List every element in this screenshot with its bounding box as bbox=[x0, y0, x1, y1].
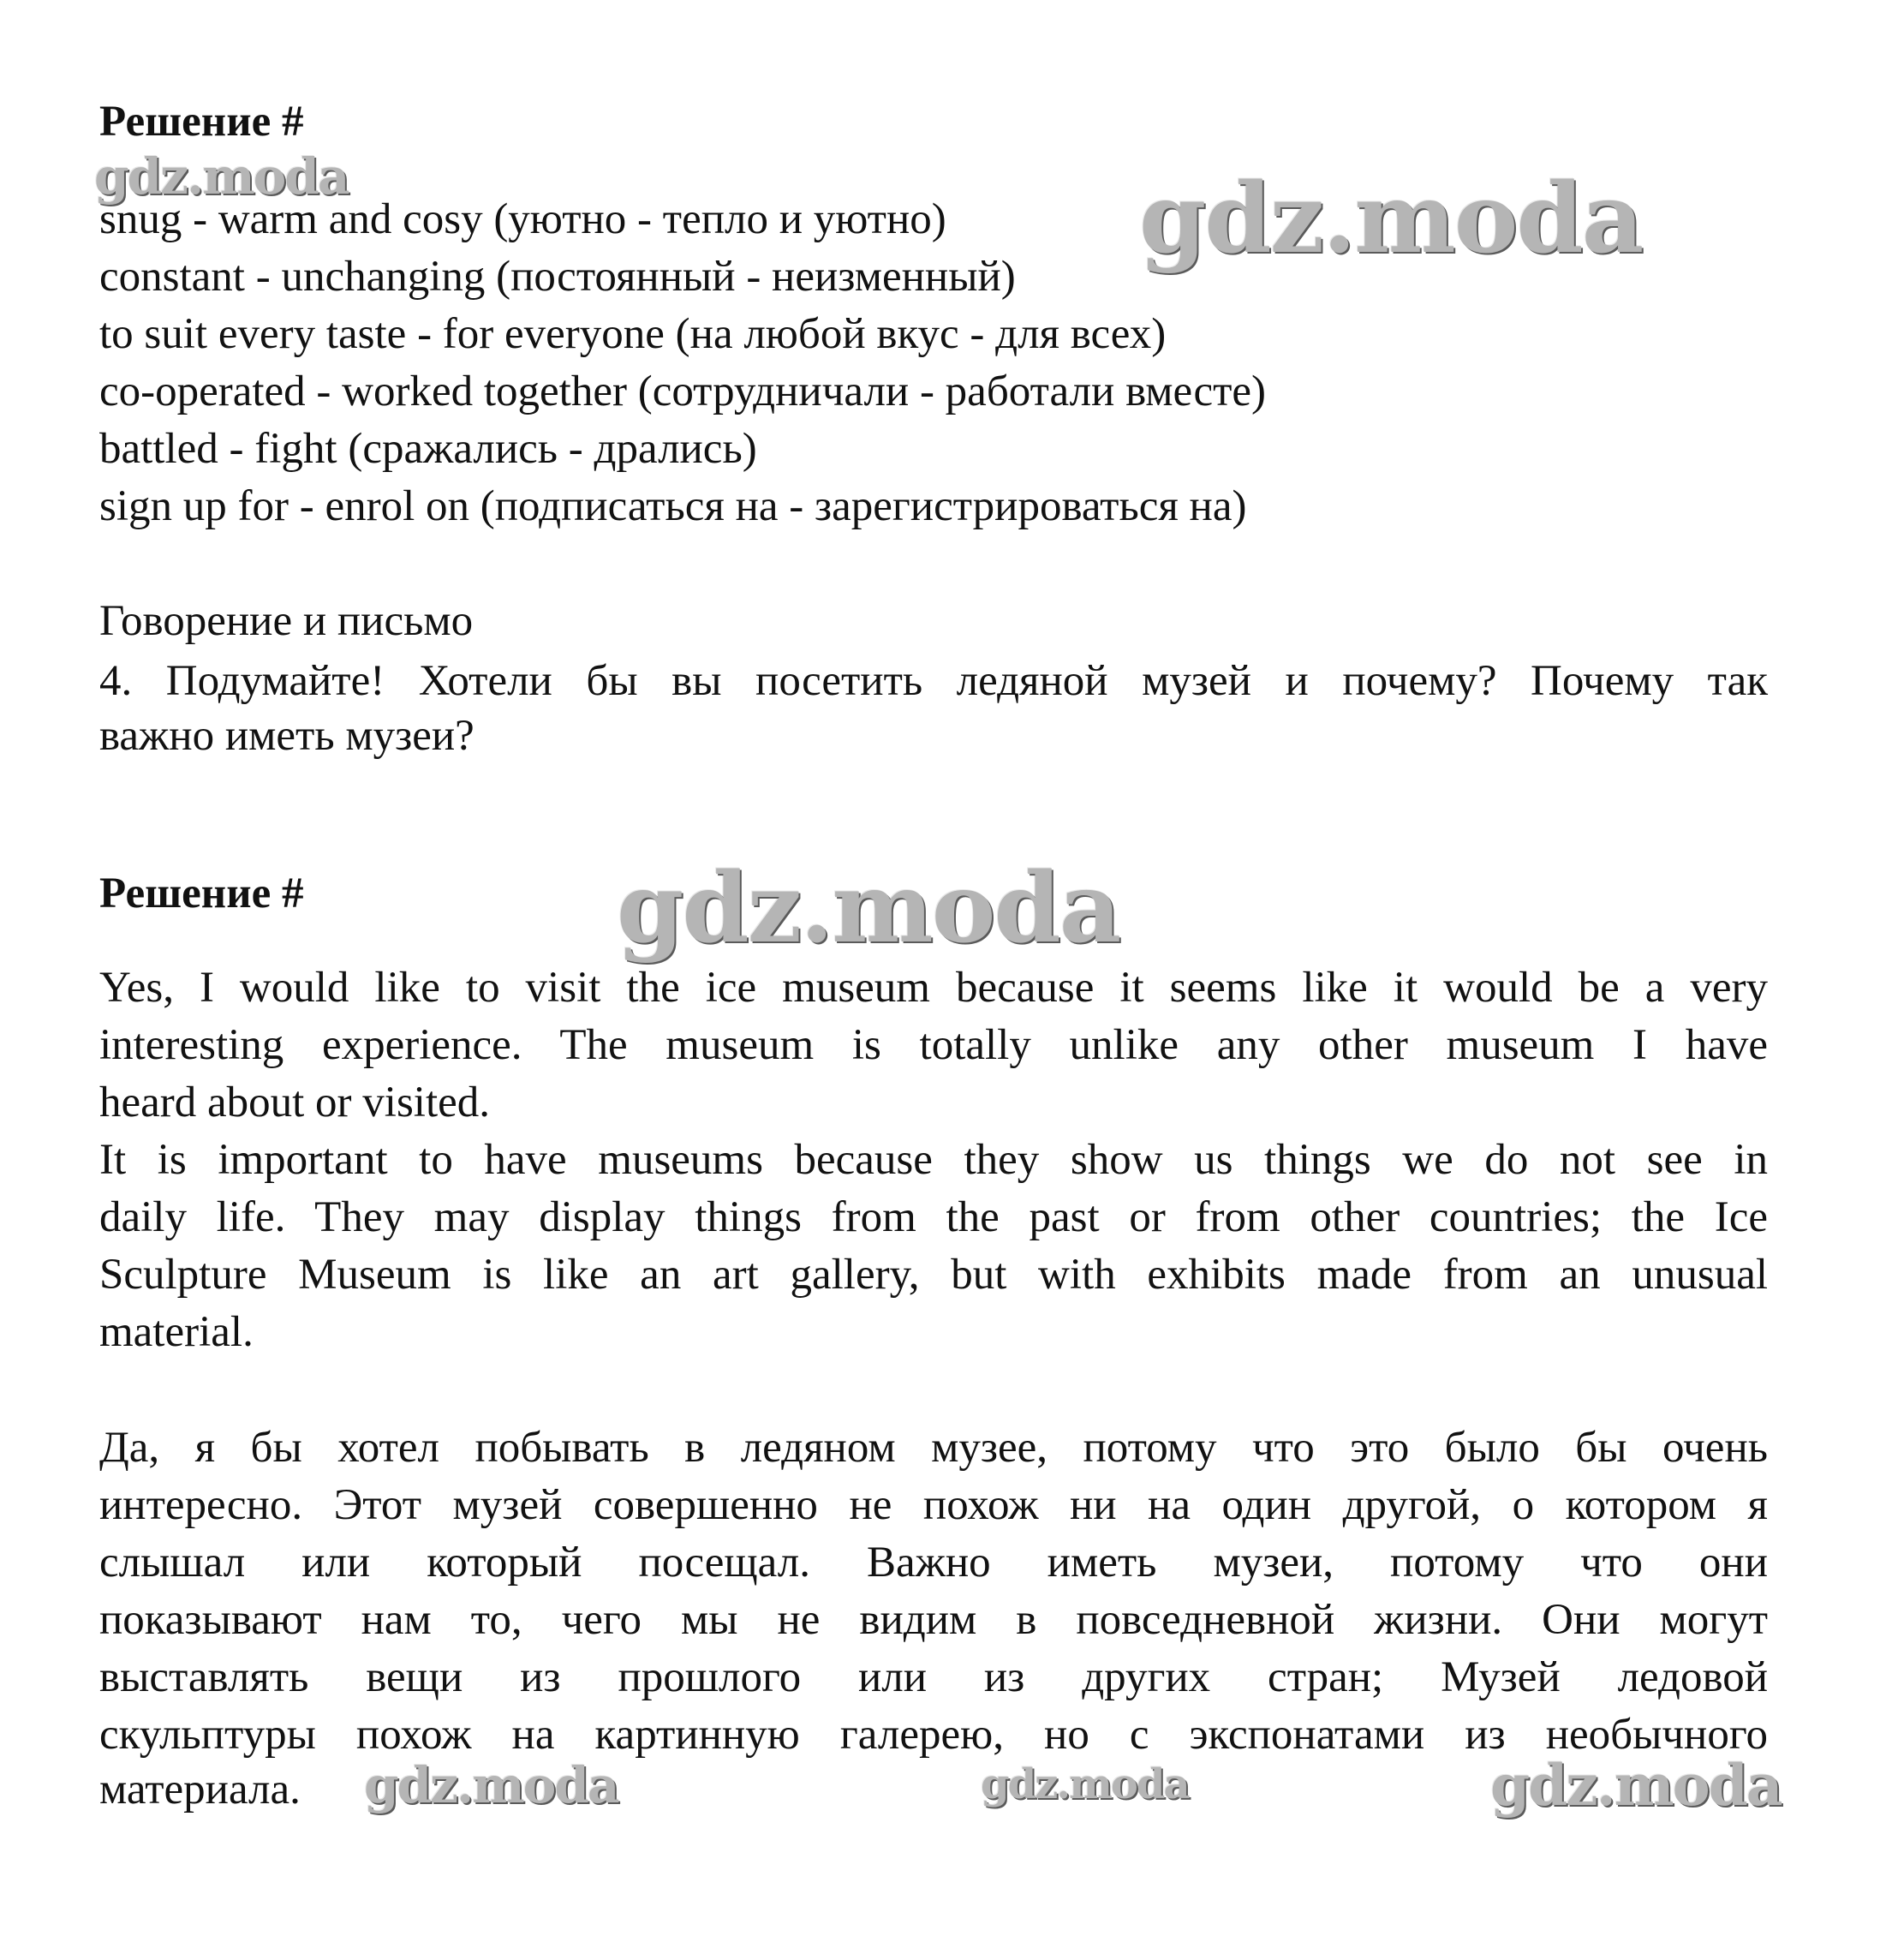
answer-ru-line: выставлять вещи из прошлого или из других стран; Музей ледовой bbox=[99, 1653, 1768, 1701]
solution-heading: Решение # bbox=[99, 98, 304, 146]
answer-en-line: heard about or visited. bbox=[99, 1079, 491, 1126]
vocab-line: battled - fight (сражались - дрались) bbox=[99, 425, 757, 473]
answer-ru-line: материала. bbox=[99, 1766, 301, 1814]
answer-en-line: It is important to have museums because they show us things we do not see in bbox=[99, 1136, 1768, 1184]
answer-en-line: interesting experience. The museum is totally unlike any other museum I have bbox=[99, 1021, 1768, 1069]
vocab-line: snug - warm and cosy (уютно - тепло и уютно) bbox=[99, 195, 946, 243]
answer-en-line: Sculpture Museum is like an art gallery, but with exhibits made from an unusual bbox=[99, 1251, 1768, 1299]
answer-ru-line: слышал или который посещал. Важно иметь музеи, потому что они bbox=[99, 1539, 1768, 1587]
vocab-line: constant - unchanging (постоянный - неизменный) bbox=[99, 253, 1016, 301]
answer-ru-line: Да, я бы хотел побывать в ледяном музее, потому что это было бы очень bbox=[99, 1424, 1768, 1472]
watermark: gdz.moda bbox=[1490, 1752, 1782, 1819]
answer-ru-line: интересно. Этот музей совершенно не похож ни на один другой, о котором я bbox=[99, 1481, 1768, 1529]
question-line: 4. Подумайте! Хотели бы вы посетить ледяной музей и почему? Почему так bbox=[99, 657, 1768, 705]
vocab-line: to suit every taste - for everyone (на любой вкус - для всех) bbox=[99, 310, 1167, 358]
watermark: gdz.moda bbox=[981, 1760, 1189, 1808]
solution-heading: Решение # bbox=[99, 869, 304, 917]
answer-en-line: material. bbox=[99, 1308, 254, 1356]
watermark: gdz.moda bbox=[617, 852, 1120, 965]
watermark: gdz.moda bbox=[364, 1756, 618, 1814]
answer-en-line: Yes, I would like to visit the ice museum because it seems like it would be a very bbox=[99, 964, 1768, 1012]
vocab-line: sign up for - enrol on (подписаться на - зарегистрироваться на) bbox=[99, 482, 1247, 530]
section-title: Говорение и письмо bbox=[99, 597, 474, 645]
question-line: важно иметь музеи? bbox=[99, 712, 475, 760]
answer-ru-line: скульптуры похож на картинную галерею, но с экспонатами из необычного bbox=[99, 1711, 1768, 1759]
answer-en-line: daily life. They may display things from the past or from other countries; the Ice bbox=[99, 1193, 1768, 1241]
vocab-line: co-operated - worked together (сотрудничали - работали вместе) bbox=[99, 368, 1267, 415]
watermark: gdz.moda bbox=[1139, 163, 1643, 275]
answer-ru-line: показывают нам то, чего мы не видим в повседневной жизни. Они могут bbox=[99, 1596, 1768, 1644]
watermark: gdz.moda bbox=[94, 147, 349, 206]
